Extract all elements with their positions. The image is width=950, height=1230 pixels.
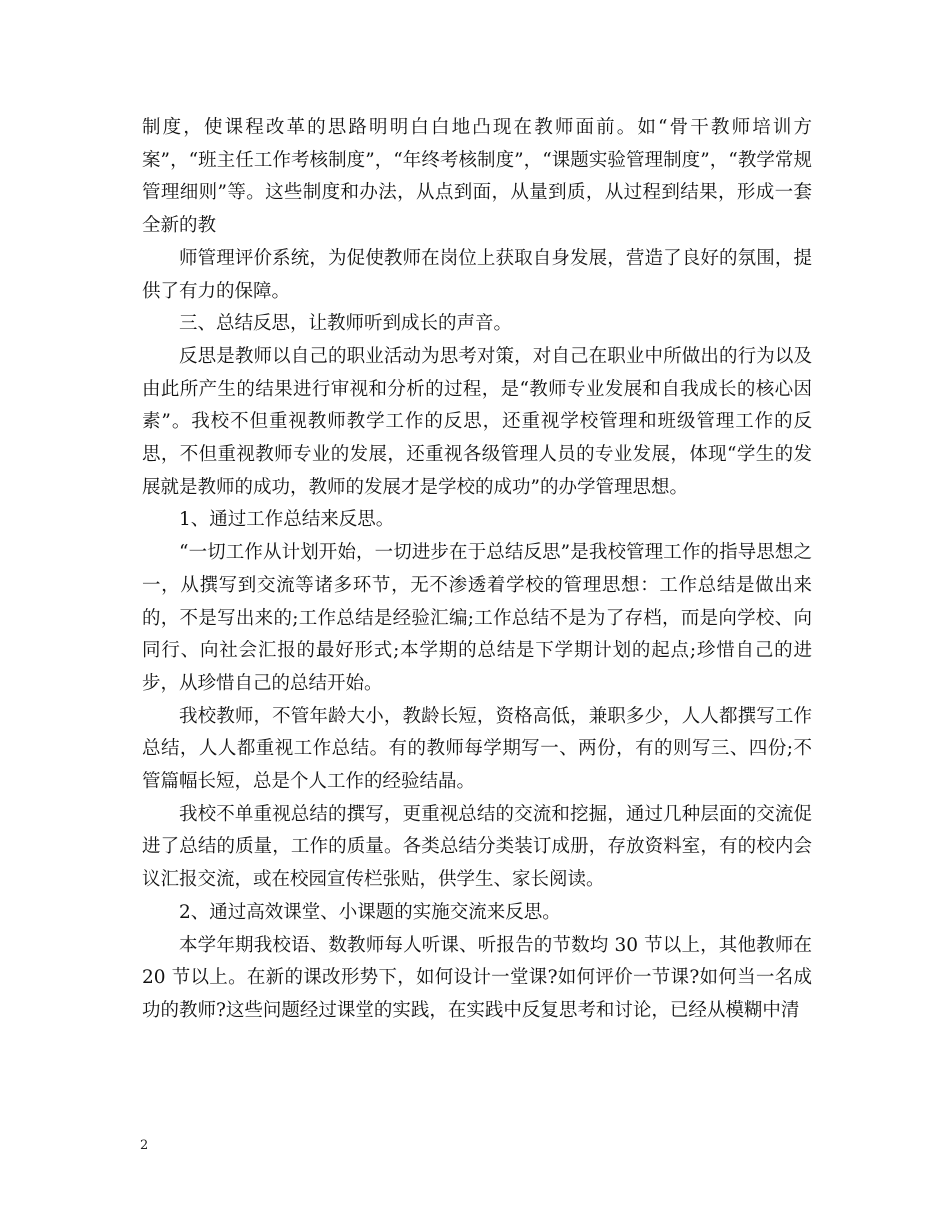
- subsection-heading: 2、通过高效课堂、小课题的实施交流来反思。: [179, 901, 561, 923]
- paragraph: 反思是教师以自己的职业活动为思考对策，对自己在职业中所做出的行为以及由此所产生的结果进行审视和分析的过程，是“教师专业发展和自我成长的核心因素”。我校不但重视教师教学工作的反思，还重视学校管理和班级管理工作的反思，不但重视教师专业的发展，还重视各级管理人员的专业发展，体现“学生的发展就是教师的成功，教师的发展才是学校的成功”的办学管理思想。: [142, 345, 812, 498]
- paragraph: 师管理评价系统，为促使教师在岗位上获取自身发展，营造了良好的氛围，提供了有力的保障。: [142, 247, 812, 302]
- document-body: [142, 112, 812, 1028]
- section-heading: 三、总结反思，让教师听到成长的声音。: [179, 313, 513, 335]
- paragraph: 本学年期我校语、数教师每人听课、听报告的节数均 30 节以上，其他教师在 20 节以上。在新的课改形势下，如何设计一堂课?如何评价一节课?如何当一名成功的教师?这些问题经过课堂的实践，在实践中反复思考和讨论，已经从模糊中清: [142, 934, 812, 1021]
- page-number: 2: [140, 1138, 149, 1153]
- paragraph: 我校教师，不管年龄大小，教龄长短，资格高低，兼职多少，人人都撰写工作总结，人人都重视工作总结。有的教师每学期写一、两份，有的则写三、四份;不管篇幅长短，总是个人工作的经验结晶。: [142, 705, 812, 793]
- paragraph: “一切工作从计划开始，一切进步在于总结反思”是我校管理工作的指导思想之一，从撰写到交流等诸多环节，无不渗透着学校的管理思想：工作总结是做出来的，不是写出来的;工作总结是经验汇编;工作总结不是为了存档，而是向学校、向同行、向社会汇报的最好形式;本学期的总结是下学期计划的起点;珍惜自己的进步，从珍惜自己的总结开始。: [142, 542, 812, 694]
- paragraph: 我校不单重视总结的撰写，更重视总结的交流和挖掘，通过几种层面的交流促进了总结的质量，工作的质量。各类总结分类装订成册，存放资料室，有的校内会议汇报交流，或在校园宣传栏张贴，供学生、家长阅读。: [142, 803, 812, 891]
- paragraph-continuation: 制度，使课程改革的思路明明白白地凸现在教师面前。如“骨干教师培训方案”，“班主任工作考核制度”，“年终考核制度”，“课题实验管理制度”，“教学常规管理细则”等。这些制度和办法，从点到面，从量到质，从过程到结果，形成一套全新的教: [142, 117, 812, 237]
- subsection-heading: 1、通过工作总结来反思。: [179, 509, 395, 531]
